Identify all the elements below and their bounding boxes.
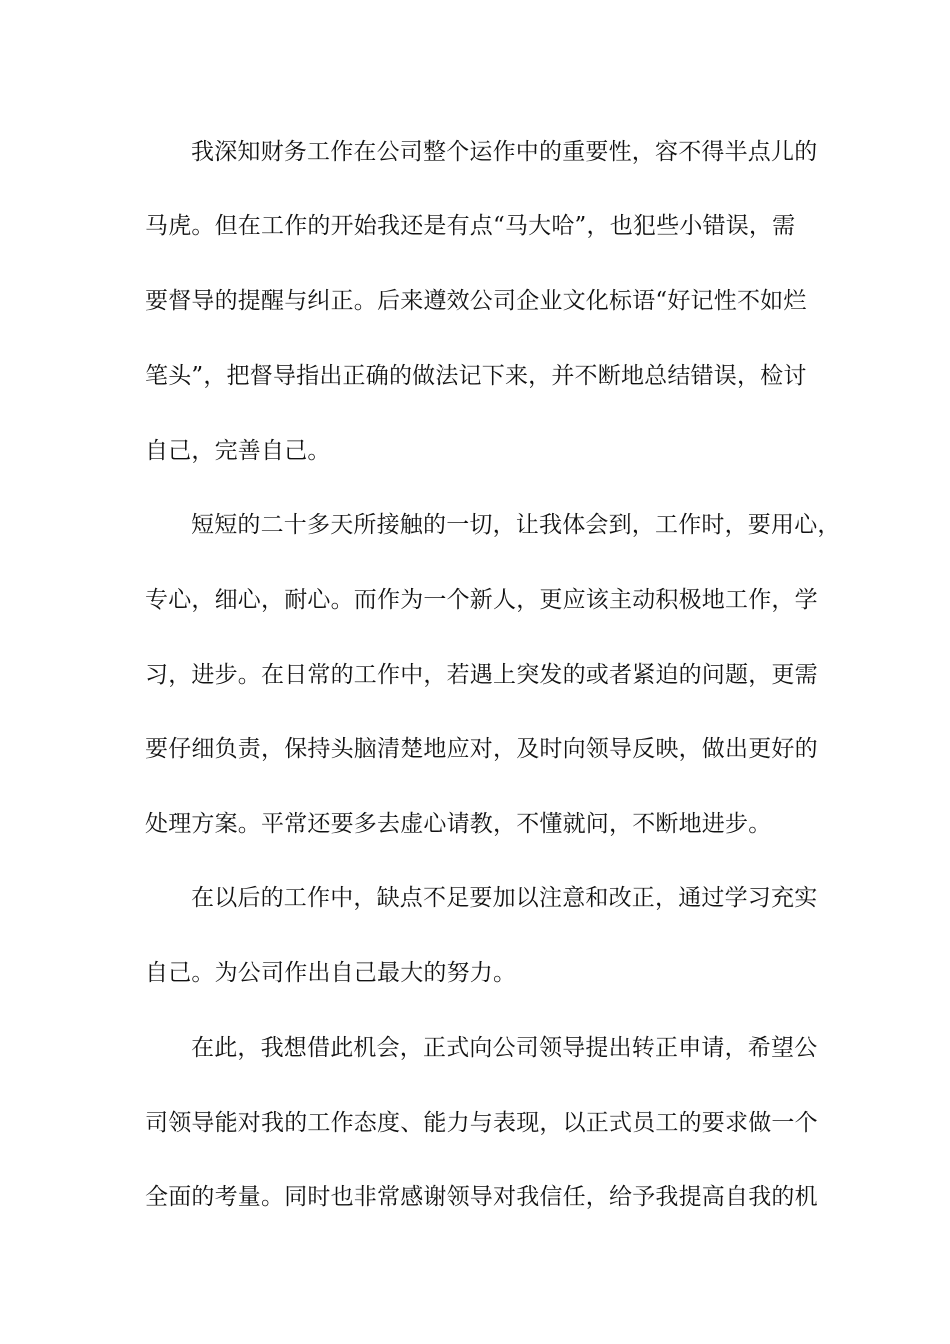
paragraph-2-line-2: 专心，细心，耐心。而作为一个新人，更应该主动积极地工作，学 xyxy=(145,587,818,613)
paragraph-1-line-1: 我深知财务工作在公司整个运作中的重要性，容不得半点儿的 xyxy=(191,139,818,165)
paragraph-2-line-4: 要仔细负责，保持头脑清楚地应对，及时向领导反映，做出更好的 xyxy=(145,736,818,762)
paragraph-1-line-3: 要督导的提醒与纠正。后来遵效公司企业文化标语“好记性不如烂 xyxy=(145,288,807,314)
paragraph-2-line-3: 习，进步。在日常的工作中，若遇上突发的或者紧迫的问题，更需 xyxy=(145,662,818,688)
paragraph-3-line-2: 自己。为公司作出自己最大的努力。 xyxy=(145,960,517,986)
paragraph-1-line-2: 马虎。但在工作的开始我还是有点“马大哈”，也犯些小错误，需 xyxy=(145,213,796,239)
paragraph-1-line-4: 笔头”，把督导指出正确的做法记下来，并不断地总结错误，检讨 xyxy=(145,363,807,389)
paragraph-2-line-1: 短短的二十多天所接触的一切，让我体会到，工作时，要用心， xyxy=(191,512,841,538)
paragraph-4-line-3: 全面的考量。同时也非常感谢领导对我信任，给予我提高自我的机 xyxy=(145,1184,818,1210)
paragraph-1-line-5: 自己，完善自己。 xyxy=(145,438,331,464)
paragraph-4-line-2: 司领导能对我的工作态度、能力与表现，以正式员工的要求做一个 xyxy=(145,1110,818,1136)
paragraph-3-line-1: 在以后的工作中，缺点不足要加以注意和改正，通过学习充实 xyxy=(191,885,818,911)
paragraph-4-line-1: 在此，我想借此机会，正式向公司领导提出转正申请，希望公 xyxy=(191,1035,818,1061)
paragraph-2-line-5: 处理方案。平常还要多去虚心请教，不懂就问，不断地进步。 xyxy=(145,811,772,837)
